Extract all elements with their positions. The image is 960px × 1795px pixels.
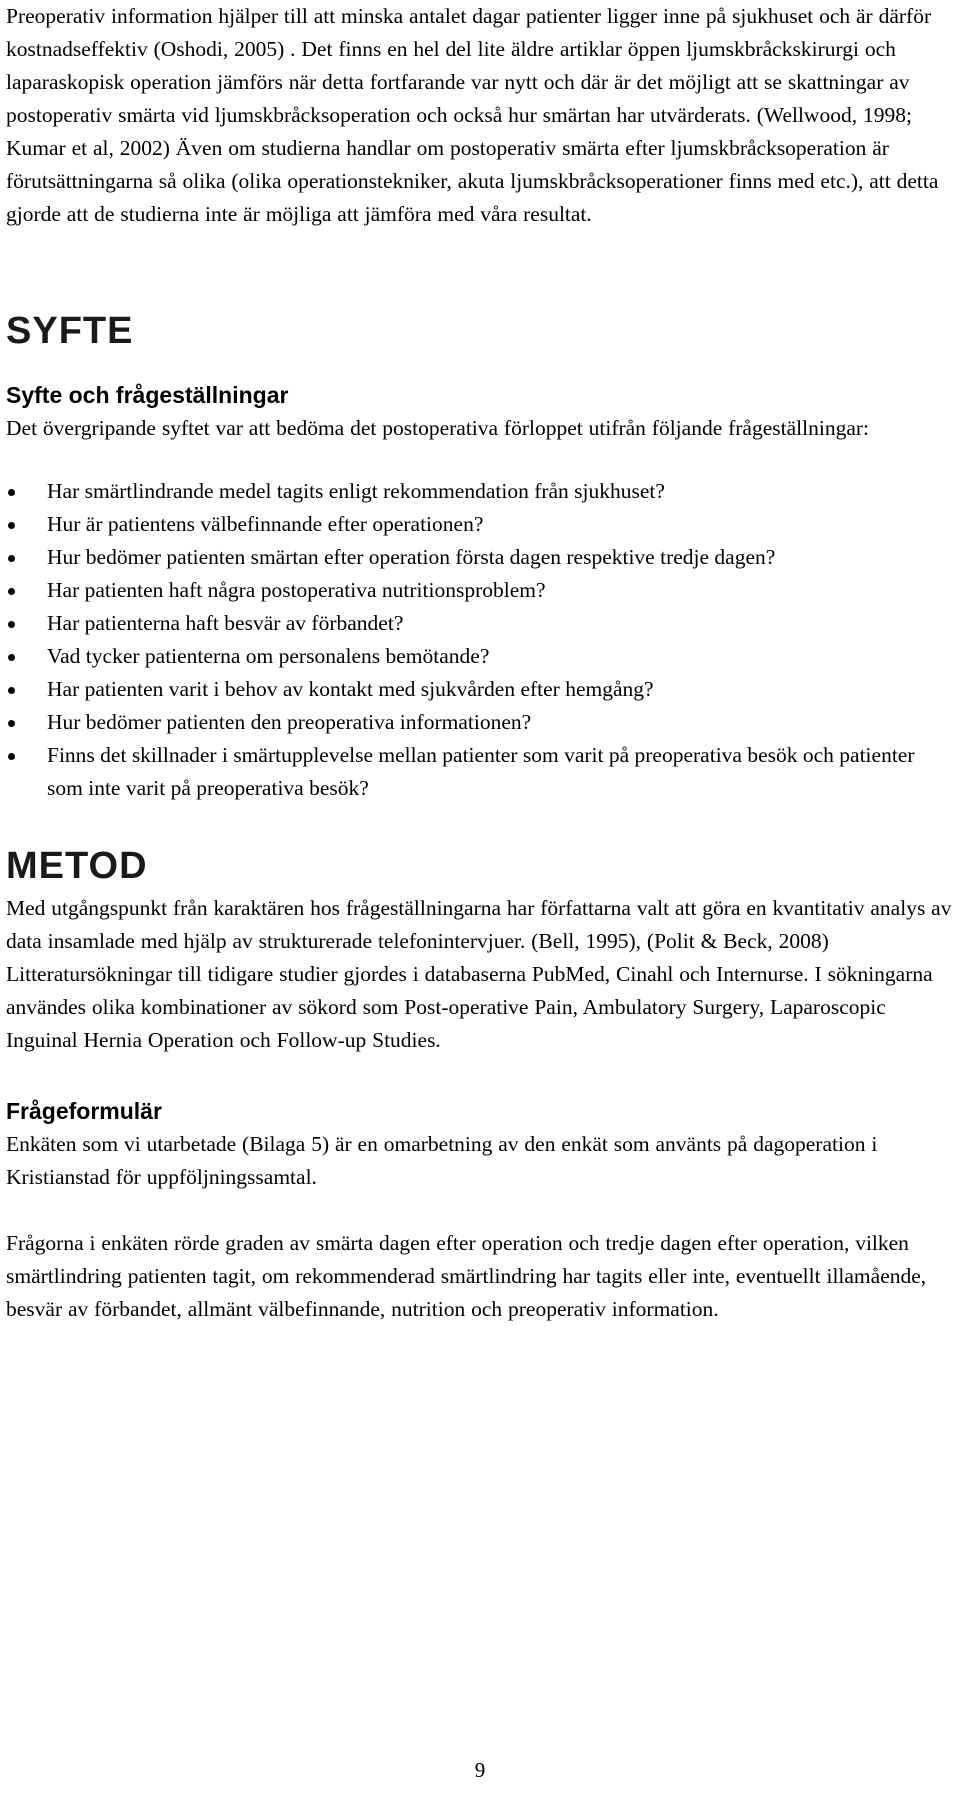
list-item — [6, 640, 954, 673]
syfte-subheading: Syfte och frågeställningar — [6, 382, 289, 408]
page-number: 9 — [474, 1758, 486, 1782]
question-text: Har patienten varit i behov av kontakt med sjukvården efter hemgång? — [47, 677, 654, 701]
bullet-icon — [8, 687, 15, 694]
syfte-heading: SYFTE — [6, 310, 134, 352]
bullet-icon — [8, 621, 15, 628]
bullet-icon — [8, 489, 15, 496]
question-text: Hur bedömer patienten smärtan efter operation första dagen respektive tredje dagen? — [47, 545, 776, 569]
question-list — [6, 475, 954, 805]
bullet-icon — [8, 588, 15, 595]
frageformular-paragraph-1: Enkäten som vi utarbetade (Bilaga 5) är en omarbetning av den enkät som använts på dagoperation i Kristianstad för uppföljningssamtal. — [6, 1132, 878, 1189]
metod-paragraph: Med utgångspunkt från karaktären hos frågeställningarna har författarna valt att göra en kvantitativ analys av data insamlade med hjälp av strukturerade telefonintervjuer. (Bell, 1995), (Polit & Beck, 2008) Litteratursökningar till tidigare studier gjordes i databaserna PubMed, Cinahl och Internurse. I sökningarna användes olika kombinationer av sökord som Post-operative Pain, Ambulatory Surgery, Laparoscopic Inguinal Hernia Operation och Follow-up Studies. — [6, 896, 952, 1052]
syfte-intro: Det övergripande syftet var att bedöma det postoperativa förloppet utifrån följande frågeställningar: — [6, 416, 870, 440]
question-text: Vad tycker patienterna om personalens bemötande? — [47, 644, 490, 668]
bullet-icon — [8, 753, 15, 760]
list-item — [6, 574, 954, 607]
question-text: Har smärtlindrande medel tagits enligt rekommendation från sjukhuset? — [47, 479, 665, 503]
list-item — [6, 541, 954, 574]
list-item — [6, 673, 954, 706]
frageformular-paragraph-2: Frågorna i enkäten rörde graden av smärta dagen efter operation och tredje dagen efter operation, vilken smärtlindring patienten tagit, om rekommenderad smärtlindring har tagits eller inte, eventuellt illamående, besvär av förbandet, allmänt välbefinnande, nutrition och preoperativ information. — [6, 1231, 927, 1321]
bullet-icon — [8, 555, 15, 562]
bullet-icon — [8, 654, 15, 661]
metod-heading: METOD — [6, 845, 148, 887]
question-text: Finns det skillnader i smärtupplevelse mellan patienter som varit på preoperativa besök och patienter som inte varit på preoperativa besök? — [47, 743, 915, 800]
frageformular-heading: Frågeformulär — [6, 1098, 162, 1124]
list-item — [6, 607, 954, 640]
question-text: Har patienten haft några postoperativa nutritionsproblem? — [47, 578, 546, 602]
question-text: Har patienterna haft besvär av förbandet? — [47, 611, 404, 635]
list-item — [6, 475, 954, 508]
list-item — [6, 739, 954, 805]
bullet-icon — [8, 522, 15, 529]
document-page — [6, 0, 954, 1326]
intro-paragraph: Preoperativ information hjälper till att minska antalet dagar patienter ligger inne på sjukhuset och är därför kostnadseffektiv (Oshodi, 2005) . Det finns en hel del lite äldre artiklar öppen ljumskbråckskirurgi och laparaskopisk operation jämförs när detta fortfarande var nytt och där är det möjligt att se skattningar av postoperativ smärta vid ljumskbråcksoperation och också hur smärtan har utvärderats. (Wellwood, 1998; Kumar et al, 2002) Även om studierna handlar om postoperativ smärta efter ljumskbråcksoperation är förutsättningarna så olika (olika operationstekniker, akuta ljumskbråcksoperationer finns med etc.), att detta gjorde att de studierna inte är möjliga att jämföra med våra resultat. — [6, 4, 939, 226]
list-item — [6, 508, 954, 541]
question-text: Hur är patientens välbefinnande efter operationen? — [47, 512, 484, 536]
question-text: Hur bedömer patienten den preoperativa informationen? — [47, 710, 532, 734]
list-item — [6, 706, 954, 739]
bullet-icon — [8, 720, 15, 727]
